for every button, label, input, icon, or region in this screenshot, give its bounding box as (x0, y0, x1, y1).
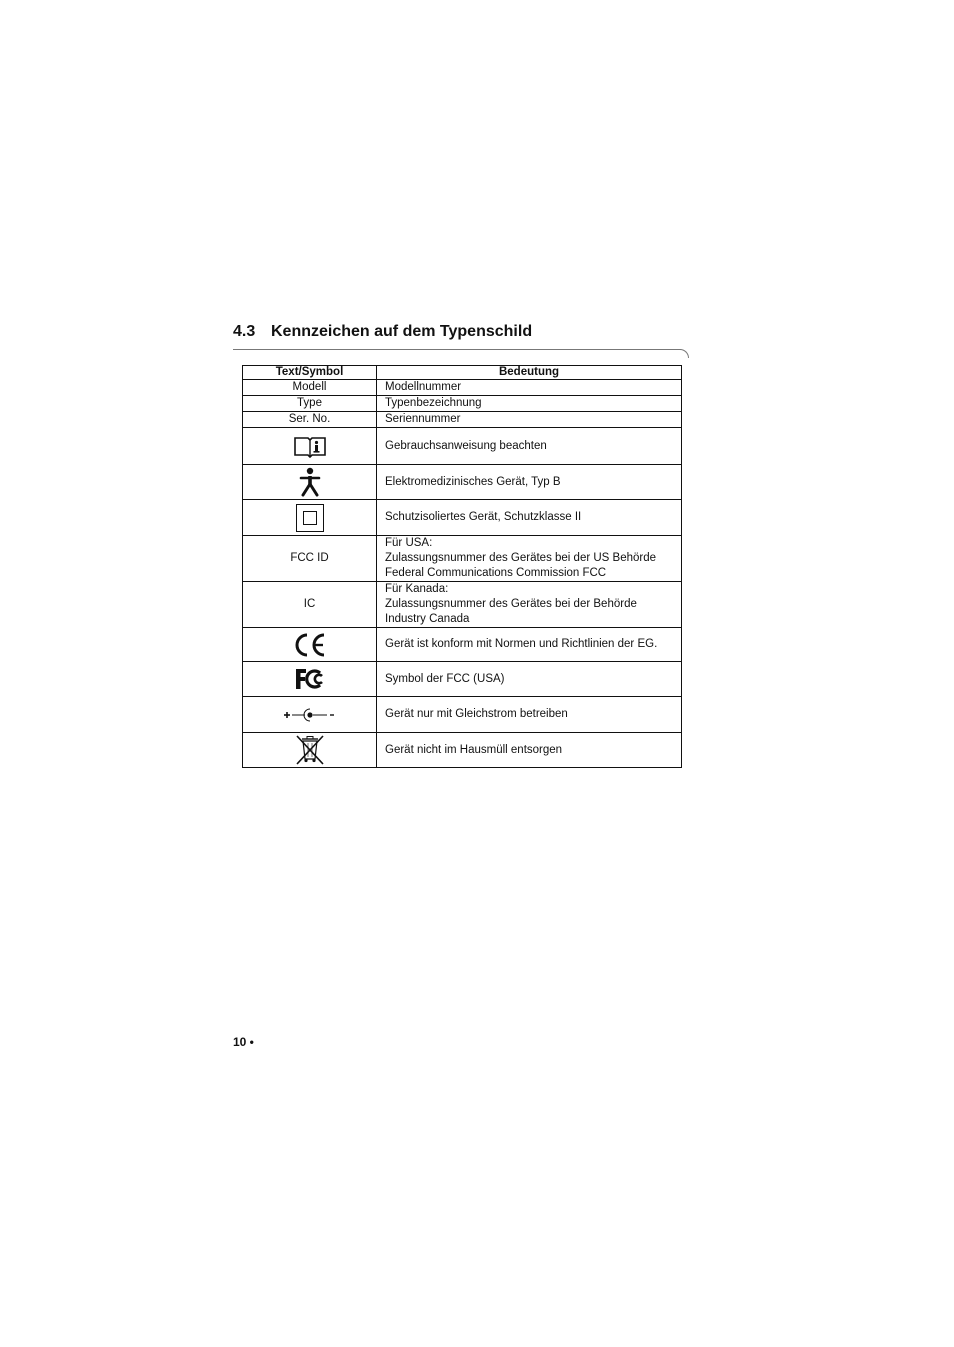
meaning-line: Für USA: (385, 537, 433, 549)
row-symbol-text: Ser. No. (243, 412, 377, 428)
ce-mark-icon (293, 632, 327, 658)
row-meaning: Gerät nur mit Gleichstrom betreiben (377, 697, 682, 733)
row-meaning: Modellnummer (377, 380, 682, 396)
row-symbol-text: Type (243, 396, 377, 412)
header-text-symbol: Text/Symbol (243, 366, 377, 380)
meaning-line: Zulassungsnummer des Gerätes bei der US Behörde (385, 552, 657, 564)
row-meaning (377, 536, 682, 582)
meaning-line: Federal Communications Commission FCC (385, 567, 607, 579)
heading-rule-end (676, 349, 689, 358)
row-meaning: Seriennummer (377, 412, 682, 428)
class-ii-double-square-icon (295, 503, 325, 533)
table-row (243, 662, 682, 697)
row-meaning (377, 582, 682, 628)
table-header-row (243, 366, 682, 380)
row-symbol-text: FCC ID (243, 536, 377, 582)
row-meaning: Gebrauchsanweisung beachten (377, 428, 682, 465)
table-row (243, 697, 682, 733)
row-meaning: Symbol der FCC (USA) (377, 662, 682, 697)
table-row (243, 380, 682, 396)
fcc-logo-icon (294, 667, 326, 691)
table-row (243, 628, 682, 662)
page-number: 10 • (233, 1035, 254, 1049)
heading-rule (233, 349, 681, 350)
row-symbol-text: Modell (243, 380, 377, 396)
table-row (243, 396, 682, 412)
instruction-manual-icon (293, 434, 327, 458)
row-meaning: Gerät nicht im Hausmüll entsorgen (377, 733, 682, 768)
table-row (243, 582, 682, 628)
table-row (243, 428, 682, 465)
section-heading (233, 323, 532, 341)
table-row (243, 465, 682, 500)
section-title: Kennzeichen auf dem Typenschild (271, 323, 533, 340)
table-row (243, 500, 682, 536)
table-row (243, 536, 682, 582)
row-meaning: Gerät ist konform mit Normen und Richtlinien der EG. (377, 628, 682, 662)
symbol-table (242, 365, 682, 768)
meaning-line: Zulassungsnummer des Gerätes bei der Behörde (385, 598, 637, 610)
table-row (243, 733, 682, 768)
row-meaning: Elektromedizinisches Gerät, Typ B (377, 465, 682, 500)
header-bedeutung: Bedeutung (377, 366, 682, 380)
meaning-line: Für Kanada: (385, 583, 449, 595)
row-meaning: Schutzisoliertes Gerät, Schutzklasse II (377, 500, 682, 536)
dc-polarity-icon (283, 707, 337, 723)
meaning-line: Industry Canada (385, 613, 470, 625)
type-b-person-icon (298, 467, 322, 497)
row-symbol-text: IC (243, 582, 377, 628)
crossed-bin-icon (295, 734, 325, 766)
section-number: 4.3 (233, 323, 256, 340)
row-meaning: Typenbezeichnung (377, 396, 682, 412)
table-row (243, 412, 682, 428)
